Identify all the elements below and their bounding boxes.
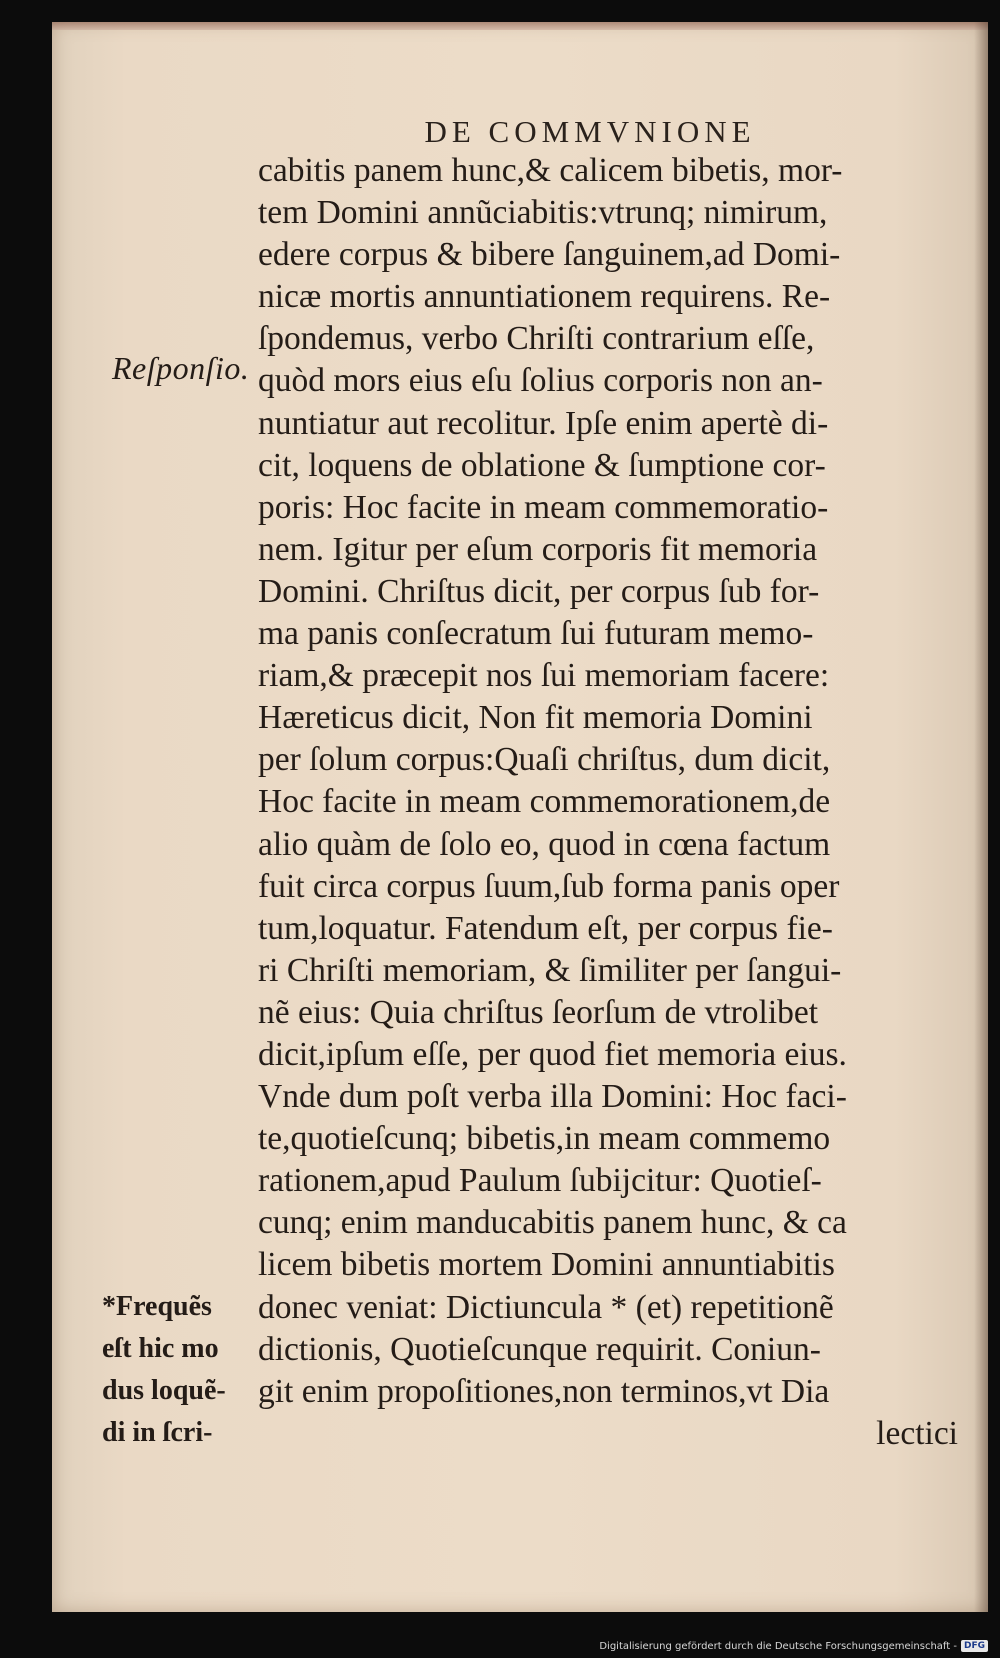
text-line: per ſolum corpus:Quaſi chriſtus, dum dicit, — [258, 741, 831, 779]
text-line: Domini. Chriſtus dicit, per corpus ſub for- — [258, 572, 820, 610]
text-line: donec veniat: Dictiuncula * (et) repetitionẽ — [258, 1288, 834, 1326]
margin-note-line: di in ſcri- — [102, 1417, 213, 1448]
page-gutter-shadow — [974, 22, 988, 1612]
margin-note-frequens — [102, 1286, 262, 1454]
text-line: nicæ mortis annuntiationem requirens. Re- — [258, 278, 831, 316]
margin-note-line: dus loquẽ- — [102, 1375, 226, 1406]
footer-text: Digitalisierung gefördert durch die Deutsche Forschungsgemeinschaft - — [599, 1640, 957, 1652]
text-line: dicit,ipſum eſſe, per quod fiet memoria eius. — [258, 1035, 847, 1073]
text-line: fuit circa corpus ſuum,ſub forma panis oper — [258, 867, 840, 905]
text-line: git enim propoſitiones,non terminos,vt Dia — [258, 1372, 830, 1410]
text-line: Hoc facite in meam commemorationem,de — [258, 783, 831, 821]
text-line: rationem,apud Paulum ſubijcitur: Quotieſ- — [258, 1162, 822, 1200]
book-page — [52, 22, 988, 1612]
text-line: riam,& præcepit nos ſui memoriam facere: — [258, 657, 830, 695]
text-line: ſpondemus, verbo Chriſti contrarium eſſe, — [258, 320, 815, 358]
text-line: ma panis conſecratum ſui futuram memo- — [258, 615, 814, 653]
text-line: te,quotieſcunq; bibetis,in meam commemo — [258, 1120, 831, 1158]
margin-note-responsio: Reſponſio. — [112, 350, 250, 386]
text-line: poris: Hoc facite in meam commemoratio- — [258, 488, 829, 526]
main-text-block — [258, 150, 958, 1455]
text-line: alio quàm de ſolo eo, quod in cœna factum — [258, 825, 831, 863]
text-line: nuntiatur aut recolitur. Ipſe enim apertè di- — [258, 404, 829, 442]
catchword: lectici — [876, 1414, 958, 1452]
text-line: Hæreticus dicit, Non fit memoria Domini — [258, 699, 813, 737]
text-line: nem. Igitur per eſum corporis fit memoria — [258, 530, 818, 568]
running-head: DE COMMVNIONE — [424, 114, 756, 149]
text-line: tum,loquatur. Fatendum eſt, per corpus fie- — [258, 909, 833, 947]
text-line: nẽ eius: Quia chriſtus ſeorſum de vtrolibet — [258, 993, 819, 1031]
margin-note-line: *Frequẽs — [102, 1291, 212, 1322]
text-line: licem bibetis mortem Domini annuntiabitis — [258, 1246, 835, 1284]
text-line: quòd mors eius eſu ſolius corporis non an- — [258, 362, 823, 400]
text-line: cunq; enim manducabitis panem hunc, & ca — [258, 1204, 847, 1242]
text-line: tem Domini annũciabitis:vtrunq; nimirum, — [258, 194, 828, 232]
text-line: cit, loquens de oblatione & ſumptione cor- — [258, 446, 826, 484]
text-line: Vnde dum poſt verba illa Domini: Hoc faci- — [258, 1078, 847, 1116]
text-line: dictionis, Quotieſcunque requirit. Coniun- — [258, 1330, 821, 1368]
dfg-logo: DFG — [961, 1640, 988, 1652]
digitization-credit — [599, 1640, 988, 1652]
text-line: edere corpus & bibere ſanguinem,ad Domi- — [258, 236, 841, 274]
page-top-edge — [52, 22, 988, 30]
text-line: cabitis panem hunc,& calicem bibetis, mor- — [258, 152, 843, 189]
text-line: ri Chriſti memoriam, & ſimiliter per ſangui- — [258, 951, 842, 989]
margin-note-line: eſt hic mo — [102, 1333, 219, 1364]
